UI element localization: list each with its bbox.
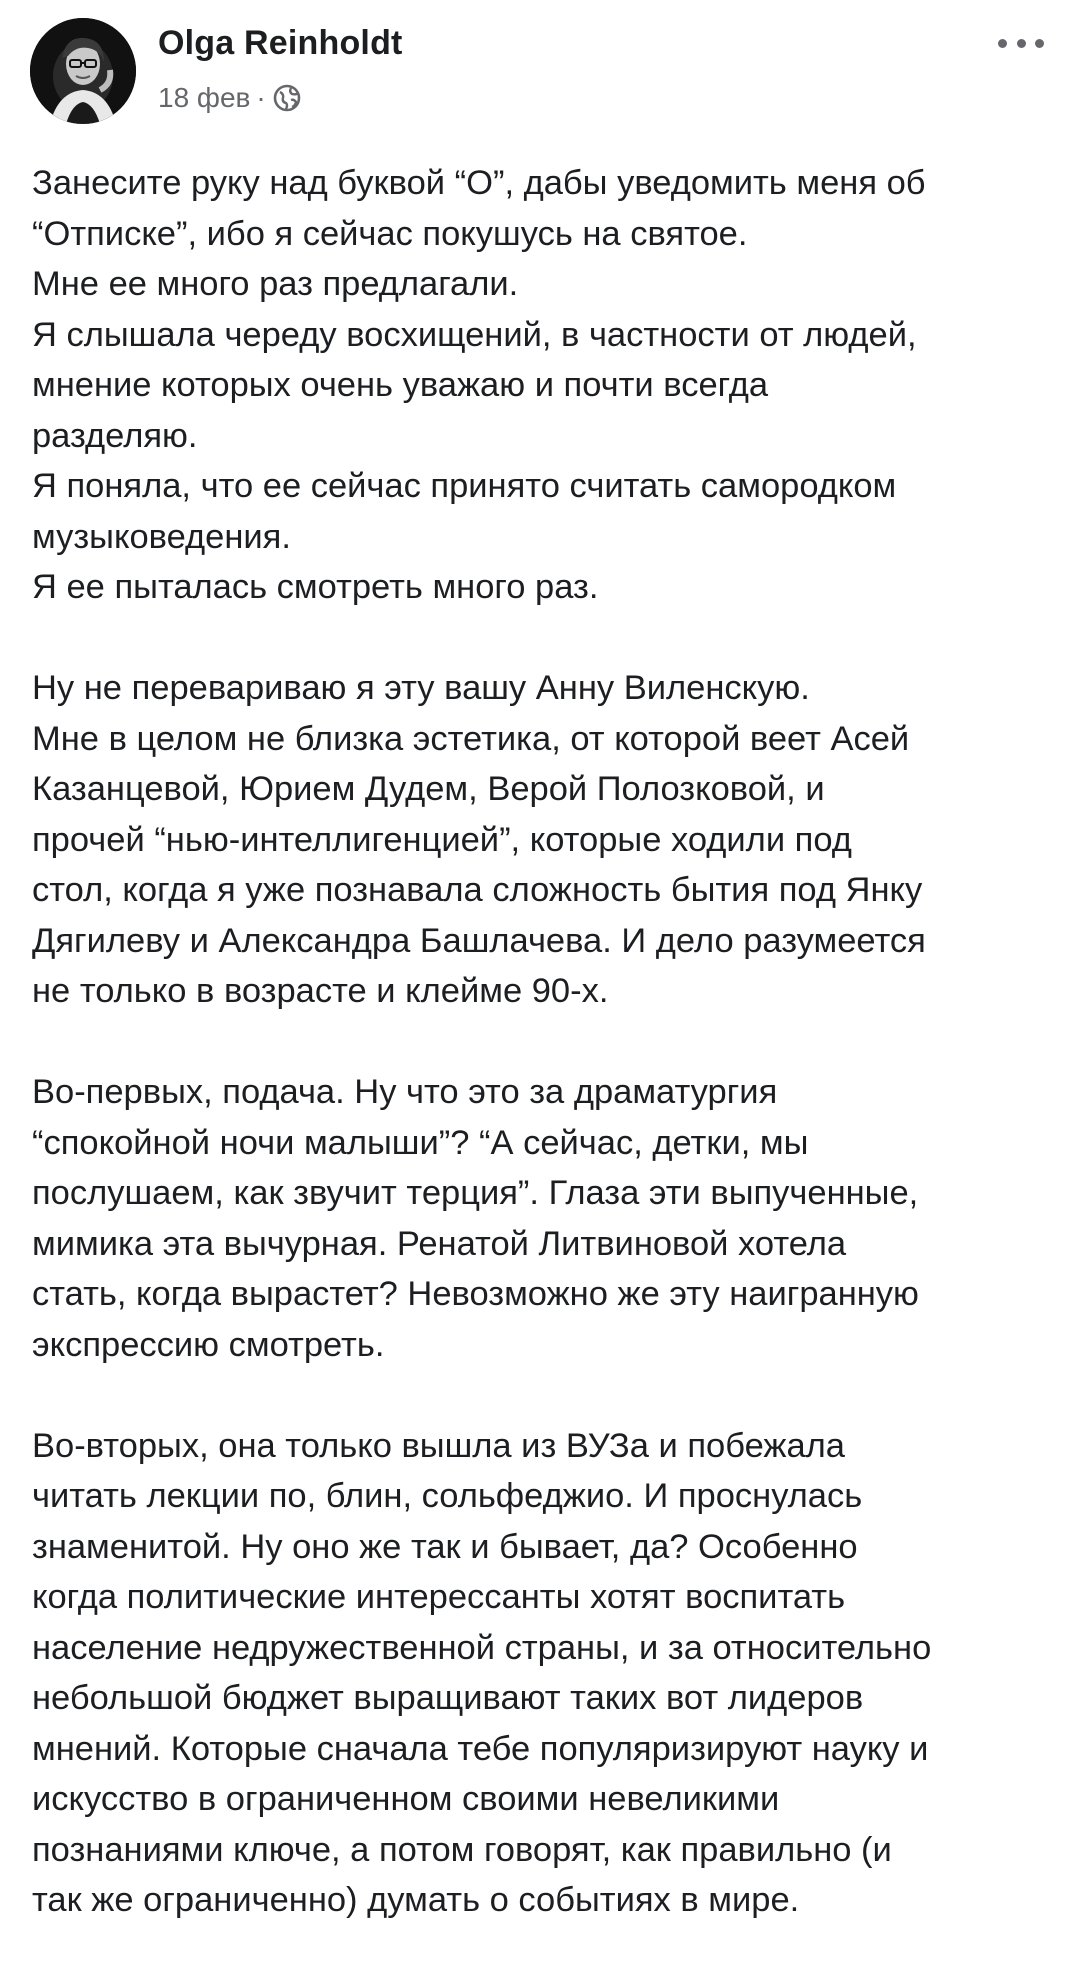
post-text-line: Ну не перевариваю я эту вашу Анну Виленскую.: [32, 669, 810, 707]
post-paragraph: [32, 663, 1052, 1017]
post-paragraph: [32, 158, 1052, 613]
post-paragraph: [32, 1421, 1052, 1926]
post-text-line: искусство в ограниченном своими невеликими: [32, 1780, 780, 1818]
meta-separator: ·: [256, 82, 266, 113]
post-text-line: познаниями ключе, а потом говорят, как правильно (и: [32, 1830, 892, 1869]
post-text-line: Казанцевой, Юрием Дудем, Верой Полозковой, и: [32, 770, 825, 808]
avatar[interactable]: [30, 18, 136, 124]
post-text-line: Я ее пыталась смотреть много раз.: [32, 568, 599, 606]
post-text-line: так же ограниченно) думать о событиях в мире.: [32, 1881, 800, 1919]
more-horizontal-icon[interactable]: [998, 28, 1044, 58]
post-text-line: читать лекции по, блин, сольфеджио. И проснулась: [32, 1477, 863, 1515]
more-dot: [1017, 39, 1026, 48]
post-text-line: Во-вторых, она только вышла из ВУЗа и побежала: [32, 1426, 845, 1465]
globe-icon: [272, 83, 302, 113]
post-text-line: Мне ее много раз предлагали.: [32, 265, 519, 303]
post-text-line: мимика эта вычурная. Ренатой Литвиновой хотела: [32, 1224, 847, 1263]
post-text-line: не только в возрасте и клейме 90-х.: [32, 972, 609, 1010]
post-date[interactable]: 18 фев: [158, 82, 251, 113]
post-text-line: небольшой бюджет выращивают таких вот лидеров: [32, 1679, 864, 1717]
post-text-line: Мне в целом не близка эстетика, от которой веет Асей: [32, 719, 910, 758]
post-body: [32, 158, 1052, 1926]
post-text-line: мнений. Которые сначала тебе популяризируют науку и: [32, 1729, 929, 1768]
post-text-line: население недружественной страны, и за относительно: [32, 1628, 932, 1667]
avatar-portrait-icon: [30, 18, 136, 124]
more-dot: [998, 39, 1007, 48]
post-text-line: мнение которых очень уважаю и почти всегда: [32, 366, 769, 404]
post-text-line: экспрессию смотреть.: [32, 1325, 385, 1364]
post-text-line: Я поняла, что ее сейчас принято считать самородком: [32, 467, 897, 505]
post-text-line: послушаем, как звучит терция”. Глаза эти выпученные,: [32, 1174, 919, 1212]
post-text-line: Во-первых, подача. Ну что это за драматургия: [32, 1073, 778, 1111]
post-text-line: “Отписке”, ибо я сейчас покушусь на святое.: [32, 214, 748, 253]
post-paragraph: [32, 1067, 1052, 1370]
post-text-line: стол, когда я уже познавала сложность бытия под Янку: [32, 871, 923, 909]
post-meta: [158, 78, 302, 118]
post-text-line: “спокойной ночи малыши”? “А сейчас, детки, мы: [32, 1123, 809, 1162]
post-text-line: Я слышала череду восхищений, в частности от людей,: [32, 315, 917, 354]
post-header: [30, 18, 1050, 128]
author-name[interactable]: Olga Reinholdt: [158, 24, 403, 62]
post-text-line: прочей “нью-интеллигенцией”, которые ходили под: [32, 820, 852, 859]
post-text-line: музыковедения.: [32, 517, 291, 556]
post-text-line: Дягилеву и Александра Башлачева. И дело разумеется: [32, 921, 926, 960]
post-text-line: стать, когда вырастет? Невозможно же эту наигранную: [32, 1275, 919, 1313]
post-text-line: когда политические интерессанты хотят воспитать: [32, 1578, 846, 1616]
post-text-line: разделяю.: [32, 416, 198, 455]
post-text-line: знаменитой. Ну оно же так и бывает, да? Особенно: [32, 1527, 858, 1566]
more-dot: [1035, 39, 1044, 48]
post-text-line: Занесите руку над буквой “О”, дабы уведомить меня об: [32, 164, 926, 202]
